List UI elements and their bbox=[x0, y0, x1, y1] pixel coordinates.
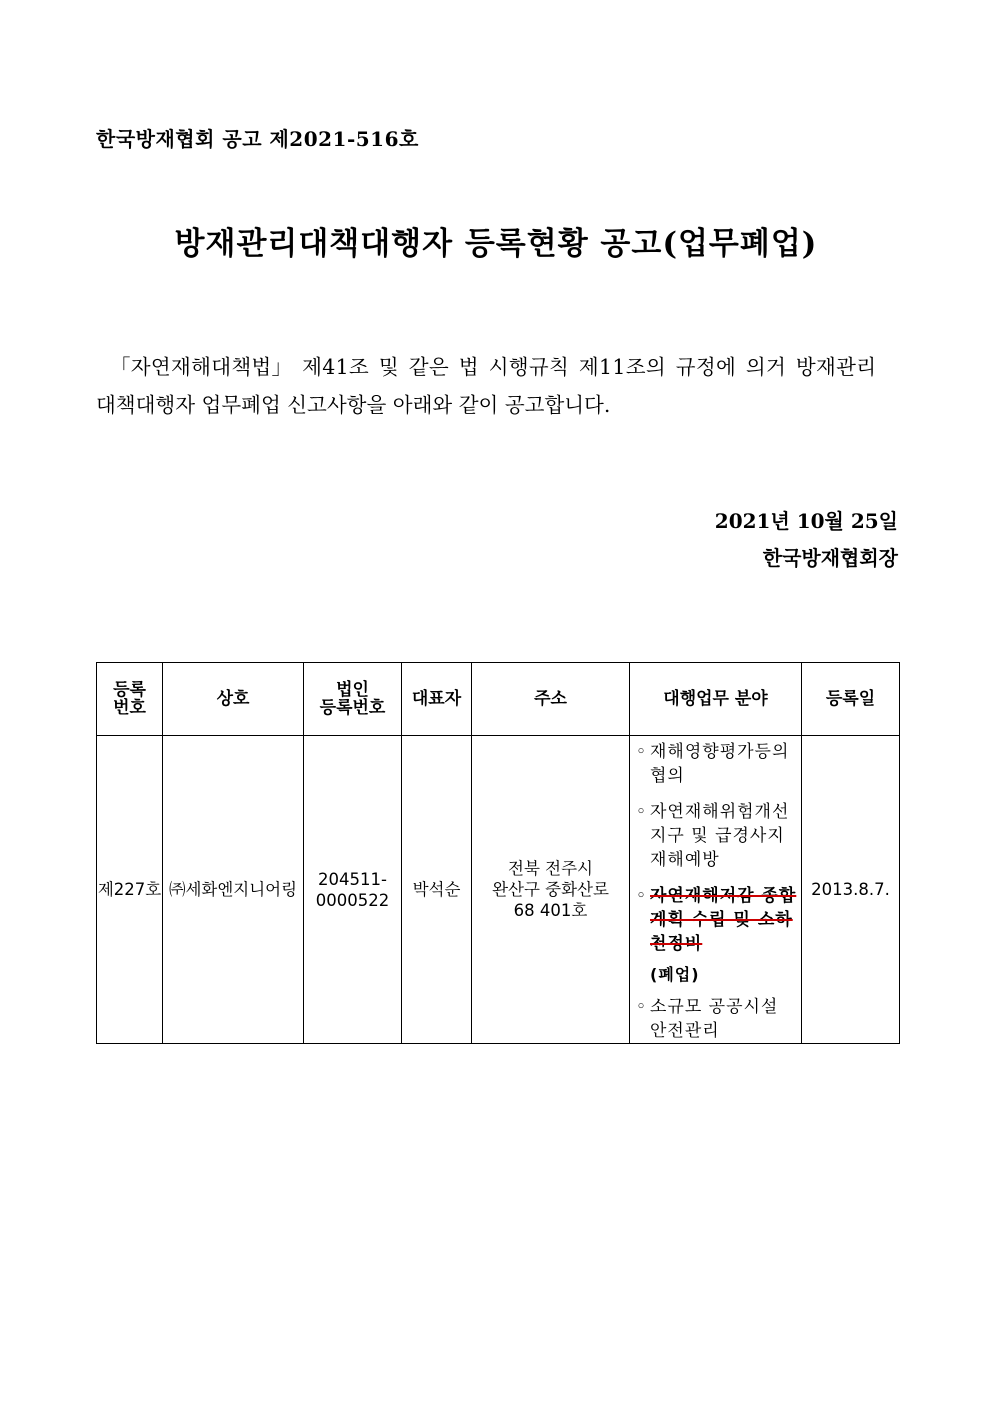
cell-ceo: 박석순 bbox=[402, 736, 472, 1044]
notice-body-line-2: 대책대행자 업무폐업 신고사항을 아래와 같이 공고합니다. bbox=[96, 393, 611, 417]
header-corp-no-line-1: 법인 bbox=[336, 680, 369, 700]
cell-reg-no: 제227호 bbox=[97, 736, 163, 1044]
notice-body-line-1: 「자연재해대책법」 제41조 및 같은 법 시행규칙 제11조의 규정에 의거 방재관리 bbox=[110, 355, 877, 379]
header-reg-no-line-2: 번호 bbox=[113, 698, 146, 718]
field-item-2 bbox=[636, 800, 797, 872]
closed-status-label: (폐업) bbox=[650, 965, 700, 984]
cell-corp-no-line-1: 204511- bbox=[318, 869, 387, 889]
bullet-icon: ◦ bbox=[636, 742, 648, 762]
cell-corp-no-line-2: 0000522 bbox=[315, 890, 390, 910]
cell-address-line-3: 68 401호 bbox=[513, 901, 588, 920]
cell-corp-no bbox=[304, 736, 402, 1044]
notice-date: 2021년 10월 25일 bbox=[714, 509, 898, 533]
field-item-1-text: 재해영향평가등의 협의 bbox=[650, 742, 790, 786]
field-item-4-text: 소규모 공공시설 안전관리 bbox=[650, 997, 779, 1041]
header-reg-no bbox=[97, 663, 163, 736]
cell-address-line-1: 전북 전주시 bbox=[508, 859, 593, 878]
document-title: 방재관리대책대행자 등록현황 공고(업무폐업) bbox=[174, 226, 818, 262]
bullet-icon: ◦ bbox=[636, 997, 648, 1017]
header-ceo: 대표자 bbox=[402, 663, 472, 736]
header-corp-no bbox=[304, 663, 402, 736]
field-item-3-text: 자연재해저감 종합계획 수립 및 소하천정비 bbox=[650, 886, 797, 954]
cell-business-fields bbox=[630, 736, 802, 1044]
cell-address-line-2: 완산구 중화산로 bbox=[492, 880, 609, 899]
cell-address bbox=[472, 736, 630, 1044]
field-item-1 bbox=[636, 740, 797, 788]
header-fields: 대행업무 분야 bbox=[630, 663, 802, 736]
bullet-icon: ◦ bbox=[636, 886, 648, 906]
table-row bbox=[97, 736, 900, 1044]
header-reg-date: 등록일 bbox=[802, 663, 900, 736]
header-address: 주소 bbox=[472, 663, 630, 736]
field-item-4 bbox=[636, 995, 797, 1043]
notice-body bbox=[96, 348, 898, 424]
registration-table bbox=[96, 662, 900, 1044]
cell-reg-date: 2013.8.7. bbox=[802, 736, 900, 1044]
bullet-icon: ◦ bbox=[636, 802, 648, 822]
field-item-3-closed bbox=[636, 884, 797, 956]
table-header-row bbox=[97, 663, 900, 736]
notice-number: 한국방재협회 공고 제2021-516호 bbox=[96, 127, 419, 151]
header-corp-no-line-2: 등록번호 bbox=[319, 698, 386, 718]
header-reg-no-line-1: 등록 bbox=[113, 680, 146, 700]
issuer-name: 한국방재협회장 bbox=[762, 546, 898, 570]
cell-company: ㈜세화엔지니어링 bbox=[163, 736, 304, 1044]
field-item-2-text: 자연재해위험개선지구 및 급경사지 재해예방 bbox=[650, 802, 790, 870]
header-company: 상호 bbox=[163, 663, 304, 736]
